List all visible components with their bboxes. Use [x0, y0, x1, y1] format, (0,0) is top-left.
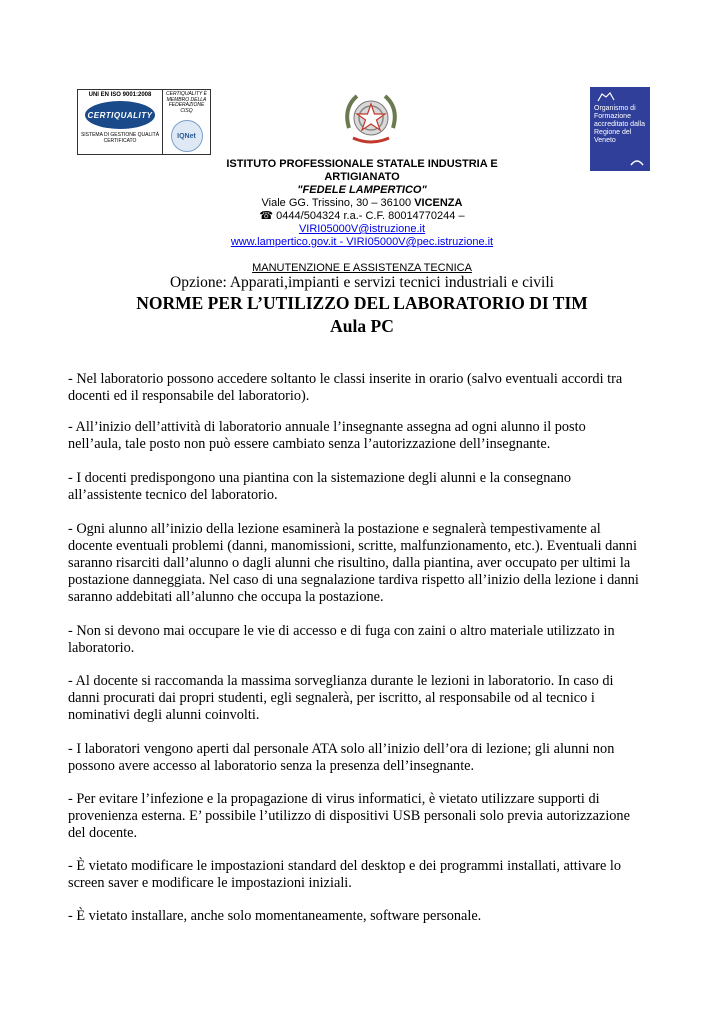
- rule-line: - Non si devono mai occupare le vie di accesso e di fuga con zaini o altro materiale utilizzato in: [68, 623, 615, 639]
- rule-6: [68, 673, 688, 724]
- rule-line: - I laboratori vengono aperti dal personale ATA solo all’inizio dell’ora di lezione; gli alunni non: [68, 741, 615, 757]
- rule-1: [68, 371, 688, 405]
- separator: -: [339, 236, 347, 248]
- school-line-1: ISTITUTO PROFESSIONALE STATALE INDUSTRIA E: [226, 158, 498, 170]
- school-address: [0, 197, 724, 210]
- rule-line: postazione danneggiata. Nel caso di una segnalazione tardiva rispetto all’inizio della lezione i danni: [68, 572, 639, 588]
- cert-standard: UNI EN ISO 9001:2008: [88, 92, 152, 98]
- rule-line: all’assistente tecnico del laboratorio.: [68, 487, 278, 503]
- certiquality-logo: [77, 89, 211, 155]
- email-link[interactable]: VIRI05000V@istruzione.it: [298, 223, 426, 235]
- email-line: [0, 223, 724, 236]
- rule-9: [68, 858, 688, 892]
- cert-right-panel: [163, 90, 210, 154]
- city-text: VICENZA: [414, 197, 463, 209]
- rule-3: [68, 470, 688, 504]
- rule-line: saranno addebitati all’alunno che occupa la postazione.: [68, 589, 384, 605]
- pec-link[interactable]: VIRI05000V@pec.istruzione.it: [346, 236, 494, 248]
- phone-line: [0, 210, 724, 223]
- rule-line: saranno risarciti dall’alunno o dagli alunni che risultino, dalla piantina, aver occupato per ultimi la: [68, 555, 631, 571]
- rule-line: - È vietato installare, anche solo momentaneamente, software personale.: [68, 908, 482, 924]
- web-line: [0, 236, 724, 249]
- cert-member: CERTIQUALITY È MEMBRO DELLA FEDERAZIONE CISQ: [166, 91, 207, 114]
- rule-line: - È vietato modificare le impostazioni standard del desktop e dei programmi installati, attivare lo: [68, 858, 622, 874]
- page-title: NORME PER L’UTILIZZO DEL LABORATORIO DI TIM: [136, 293, 588, 313]
- veneto-text: Organismo di Formazione accreditato dalla Regione del Veneto: [594, 105, 645, 144]
- address-text: Viale GG. Trissino, 30 – 36100: [261, 197, 415, 209]
- rule-8: [68, 791, 688, 842]
- website-link[interactable]: www.lampertico.gov.it: [230, 236, 340, 248]
- phone-text: 0444/504324 r.a.- C.F. 80014770244 –: [273, 210, 465, 222]
- rule-line: - Per evitare l’infezione e la propagazione di virus informatici, è vietato utilizzare supporti di: [68, 791, 600, 807]
- cert-caption: SISTEMA DI GESTIONE QUALITÀ CERTIFICATO: [80, 132, 160, 144]
- rule-line: - Al docente si raccomanda la massima sorveglianza durante le lezioni in laboratorio. In caso di: [68, 673, 614, 689]
- rule-4: [68, 521, 688, 606]
- rule-5: [68, 623, 688, 657]
- course-name: MANUTENZIONE E ASSISTENZA TECNICA: [252, 262, 472, 274]
- iqnet-logo: IQNet: [171, 120, 203, 152]
- phone-icon: ☎: [259, 210, 274, 222]
- rule-line: danni procurati dai propri studenti, egli segnalerà, per iscritto, al responsabile od al tecnico i: [68, 690, 595, 706]
- cert-left-panel: [78, 90, 163, 154]
- republic-emblem-icon: [339, 88, 403, 150]
- rule-line: - Nel laboratorio possono accedere soltanto le classi inserite in orario (salvo eventuali accordi tra: [68, 371, 623, 387]
- rule-line: - All’inizio dell’attività di laboratorio annuale l’insegnante assegna ad ogni alunno il posto: [68, 419, 586, 435]
- rule-line: laboratorio.: [68, 640, 135, 656]
- rule-line: - Ogni alunno all’inizio della lezione esaminerà la postazione e segnalerà tempestivamente al: [68, 521, 601, 537]
- rule-line: docenti ed il responsabile del laboratorio).: [68, 388, 310, 404]
- rule-line: screen saver e modificare le impostazioni iniziali.: [68, 875, 352, 891]
- page-subtitle: Aula PC: [330, 316, 394, 336]
- course-option: Opzione: Apparati,impianti e servizi tecnici industriali e civili: [170, 274, 554, 291]
- school-line-2: ARTIGIANATO: [324, 171, 400, 183]
- rule-line: possono avere accesso al laboratorio senza la presenza dell’insegnante.: [68, 758, 475, 774]
- rule-line: - I docenti predispongono una piantina con la sistemazione degli alunni e la consegnano: [68, 470, 572, 486]
- school-name: "FEDELE LAMPERTICO": [297, 184, 427, 196]
- rule-line: nominativi degli alunni coinvolti.: [68, 707, 260, 723]
- rule-line: del docente.: [68, 825, 138, 841]
- lion-icon: [597, 91, 615, 103]
- cert-brand: CERTIQUALITY: [85, 101, 155, 129]
- rule-line: docente eventuali problemi (danni, manomissioni, scritte, malfunzionamento, etc.). Eventuali danni: [68, 538, 637, 554]
- rule-line: provenienza esterna. E’ possibile l’utilizzo di dispositivi USB personali solo previa autorizzazione: [68, 808, 630, 824]
- rule-2: [68, 419, 688, 453]
- rule-7: [68, 741, 688, 775]
- rule-line: nell’aula, tale posto non può essere cambiato senza l’autorizzazione dell’insegnante.: [68, 436, 551, 452]
- rule-10: [68, 908, 688, 925]
